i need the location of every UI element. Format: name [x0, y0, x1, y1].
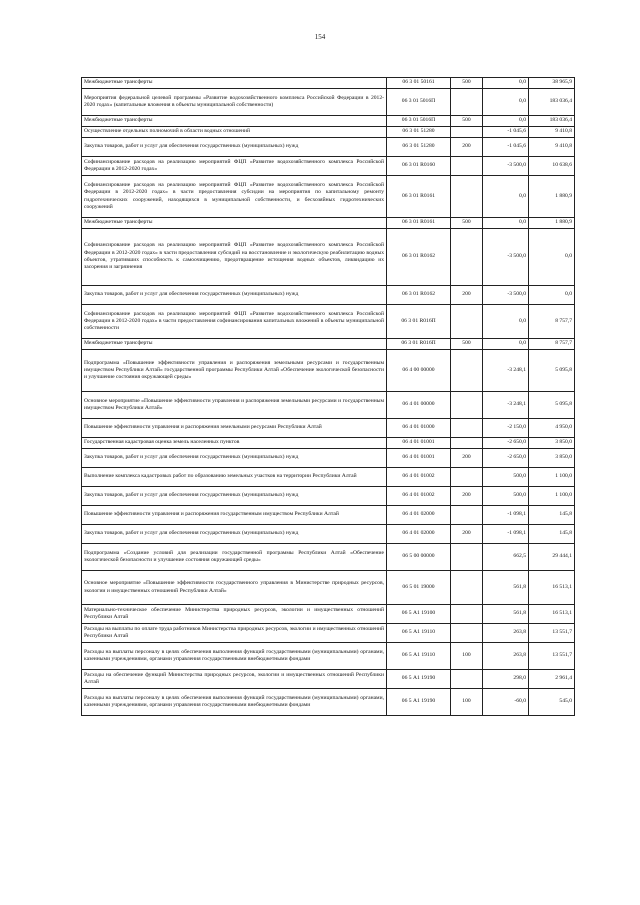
row-total-amount-cell: 16 513,1 [529, 571, 575, 605]
row-name-cell: Государственная кадастровая оценка земель населенных пунктов [82, 438, 387, 449]
row-code-cell: 06 5 А1 19100 [387, 605, 451, 624]
row-name-cell: Повышение эффективности управления и распоряжения земельными ресурсами Республики Алтай [82, 419, 387, 438]
budget-table [81, 77, 575, 716]
table-row [82, 286, 575, 305]
row-expense-type-cell [451, 419, 483, 438]
row-expense-type-cell: 200 [451, 286, 483, 305]
table-row [82, 116, 575, 127]
table-row [82, 468, 575, 487]
table-row [82, 218, 575, 229]
row-change-amount-cell: -2 650,0 [483, 438, 529, 449]
row-total-amount-cell: 145,8 [529, 525, 575, 544]
table-row [82, 449, 575, 468]
row-expense-type-cell [451, 305, 483, 339]
row-code-cell: 06 5 А1 19110 [387, 643, 451, 670]
row-code-cell: 06 4 01 00000 [387, 392, 451, 419]
row-change-amount-cell: 0,0 [483, 339, 529, 350]
row-name-cell: Повышение эффективности управления и распоряжения государственным имуществом Республики Алтай [82, 506, 387, 525]
table-row [82, 624, 575, 643]
row-change-amount-cell: -1 045,6 [483, 127, 529, 138]
row-name-cell: Мероприятия федеральной целевой программы «Развитие водохозяйственного комплекса Российской Федерации в 2012-2020 годах» (капитальные вложения в объекты муниципальной собственности) [82, 89, 387, 116]
row-name-cell: Расходы на обеспечение функций Министерства природных ресурсов, экологии и имущественных отношений Республики Алтай [82, 670, 387, 689]
row-total-amount-cell: 145,8 [529, 506, 575, 525]
row-code-cell: 06 3 01 51280 [387, 138, 451, 157]
row-change-amount-cell: -1 098,1 [483, 506, 529, 525]
row-change-amount-cell: 0,0 [483, 116, 529, 127]
row-expense-type-cell: 500 [451, 339, 483, 350]
table-row [82, 138, 575, 157]
row-total-amount-cell: 16 513,1 [529, 605, 575, 624]
row-name-cell: Расходы на выплаты персоналу в целях обеспечения выполнения функций государственными (муниципальными) органами, казенными учреждениями, органами управления государственными внебюджетными фондами [82, 689, 387, 716]
row-change-amount-cell: -60,0 [483, 689, 529, 716]
row-code-cell: 06 4 01 02000 [387, 506, 451, 525]
row-change-amount-cell: -1 045,6 [483, 138, 529, 157]
row-expense-type-cell [451, 229, 483, 286]
page-number: 154 [314, 33, 326, 41]
row-total-amount-cell: 8 757,7 [529, 339, 575, 350]
row-change-amount-cell: 662,5 [483, 544, 529, 571]
row-code-cell: 06 3 01 R016П [387, 305, 451, 339]
row-name-cell: Закупка товаров, работ и услуг для обеспечения государственных (муниципальных) нужд [82, 449, 387, 468]
row-change-amount-cell: 298,0 [483, 670, 529, 689]
row-total-amount-cell: 10 638,6 [529, 157, 575, 176]
row-expense-type-cell: 500 [451, 78, 483, 89]
row-total-amount-cell: 13 551,7 [529, 624, 575, 643]
table-row [82, 438, 575, 449]
row-code-cell: 06 3 01 R0161 [387, 218, 451, 229]
row-total-amount-cell: 0,0 [529, 229, 575, 286]
row-change-amount-cell: 0,0 [483, 78, 529, 89]
table-row [82, 176, 575, 218]
row-total-amount-cell: 1 880,9 [529, 176, 575, 218]
row-change-amount-cell: 561,8 [483, 605, 529, 624]
table-row [82, 78, 575, 89]
row-total-amount-cell: 183 036,4 [529, 89, 575, 116]
row-total-amount-cell: 29 444,1 [529, 544, 575, 571]
row-expense-type-cell [451, 350, 483, 392]
row-total-amount-cell: 4 950,0 [529, 419, 575, 438]
row-expense-type-cell: 200 [451, 138, 483, 157]
row-name-cell: Межбюджетные трансферты [82, 339, 387, 350]
row-name-cell: Межбюджетные трансферты [82, 78, 387, 89]
row-code-cell: 06 3 01 R016П [387, 339, 451, 350]
table-row [82, 339, 575, 350]
row-code-cell: 06 4 01 01000 [387, 419, 451, 438]
row-total-amount-cell: 183 036,4 [529, 116, 575, 127]
row-name-cell: Выполнение комплекса кадастровых работ по образованию земельных участков на территории Республики Алтай [82, 468, 387, 487]
row-total-amount-cell: 1 880,9 [529, 218, 575, 229]
table-row [82, 305, 575, 339]
row-name-cell: Закупка товаров, работ и услуг для обеспечения государственных (муниципальных) нужд [82, 138, 387, 157]
row-name-cell: Закупка товаров, работ и услуг для обеспечения государственных (муниципальных) нужд [82, 487, 387, 506]
row-code-cell: 06 3 01 R0162 [387, 229, 451, 286]
table-row [82, 544, 575, 571]
row-name-cell: Софинансирование расходов на реализацию мероприятий ФЦП «Развитие водохозяйственного комплекса Российской Федерации в 2012-2020 годах» в части предоставления субсидий на восстановление и экологическую реабилитацию водных объектов, утративших способность к самоочищению, предотвращение истощения водных объектов, ликвидацию их засорения и загрязнения [82, 229, 387, 286]
row-total-amount-cell: 5 095,8 [529, 350, 575, 392]
row-code-cell: 06 3 01 5016П [387, 116, 451, 127]
table-row [82, 419, 575, 438]
table-row [82, 643, 575, 670]
row-change-amount-cell: 263,8 [483, 643, 529, 670]
row-expense-type-cell [451, 176, 483, 218]
row-expense-type-cell: 500 [451, 116, 483, 127]
row-change-amount-cell: 0,0 [483, 218, 529, 229]
row-code-cell: 06 5 А1 19190 [387, 670, 451, 689]
row-change-amount-cell: 0,0 [483, 176, 529, 218]
row-code-cell: 06 3 01 R0161 [387, 176, 451, 218]
row-name-cell: Закупка товаров, работ и услуг для обеспечения государственных (муниципальных) нужд [82, 286, 387, 305]
row-total-amount-cell: 8 757,7 [529, 305, 575, 339]
row-name-cell: Осуществление отдельных полномочий в области водных отношений [82, 127, 387, 138]
row-expense-type-cell [451, 157, 483, 176]
row-code-cell: 06 4 01 01002 [387, 487, 451, 506]
table-row [82, 487, 575, 506]
row-name-cell: Подпрограмма «Создание условий для реализации государственной программы Республики Алтай «Обеспечение экологической безопасности и улучшение состояния окружающей среды» [82, 544, 387, 571]
row-expense-type-cell [451, 605, 483, 624]
table-row [82, 127, 575, 138]
row-code-cell: 06 5 00 00000 [387, 544, 451, 571]
table-row [82, 571, 575, 605]
row-total-amount-cell: 1 100,0 [529, 468, 575, 487]
row-change-amount-cell: 500,0 [483, 468, 529, 487]
row-expense-type-cell: 200 [451, 487, 483, 506]
row-total-amount-cell: 3 850,0 [529, 449, 575, 468]
row-code-cell: 06 3 01 5016П [387, 89, 451, 116]
row-expense-type-cell: 100 [451, 643, 483, 670]
row-total-amount-cell: 9 410,8 [529, 138, 575, 157]
row-code-cell: 06 3 01 R0162 [387, 286, 451, 305]
row-code-cell: 06 3 01 51280 [387, 127, 451, 138]
row-name-cell: Межбюджетные трансферты [82, 218, 387, 229]
row-code-cell: 06 4 01 02000 [387, 525, 451, 544]
row-name-cell: Расходы на выплаты по оплате труда работников Министерства природных ресурсов, экологии и имущественных отношений Республики Алтай [82, 624, 387, 643]
row-change-amount-cell: -3 500,0 [483, 229, 529, 286]
row-name-cell: Основное мероприятие «Повышение эффективности государственного управления в Министерстве природных ресурсов, экологии и имущественных отношений Республики Алтай» [82, 571, 387, 605]
row-change-amount-cell: 263,8 [483, 624, 529, 643]
row-change-amount-cell: 0,0 [483, 89, 529, 116]
table-row [82, 392, 575, 419]
row-expense-type-cell [451, 506, 483, 525]
row-total-amount-cell: 3 850,0 [529, 438, 575, 449]
row-expense-type-cell [451, 468, 483, 487]
row-code-cell: 06 3 01 50161 [387, 78, 451, 89]
row-name-cell: Софинансирование расходов на реализацию мероприятий ФЦП «Развитие водохозяйственного комплекса Российской Федерации в 2012-2020 годах» [82, 157, 387, 176]
table-row [82, 157, 575, 176]
row-code-cell: 06 5 А1 19110 [387, 624, 451, 643]
row-change-amount-cell: -2 150,0 [483, 419, 529, 438]
row-change-amount-cell: 0,0 [483, 305, 529, 339]
row-expense-type-cell: 200 [451, 525, 483, 544]
row-code-cell: 06 4 00 00000 [387, 350, 451, 392]
row-total-amount-cell: 2 961,4 [529, 670, 575, 689]
table-row [82, 525, 575, 544]
row-name-cell: Подпрограмма «Повышение эффективности управления и распоряжения земельными ресурсами и государственным имуществом Республики Алтай» государственной программы Республики Алтай «Обеспечение экологической безопасности и улучшение состояния окружающей среды» [82, 350, 387, 392]
row-expense-type-cell: 100 [451, 689, 483, 716]
row-expense-type-cell: 500 [451, 218, 483, 229]
row-expense-type-cell [451, 89, 483, 116]
row-total-amount-cell: 1 100,0 [529, 487, 575, 506]
row-code-cell: 06 4 01 01001 [387, 449, 451, 468]
row-expense-type-cell [451, 624, 483, 643]
row-total-amount-cell: 545,0 [529, 689, 575, 716]
row-expense-type-cell: 200 [451, 449, 483, 468]
row-total-amount-cell: 9 410,8 [529, 127, 575, 138]
table-row [82, 350, 575, 392]
row-code-cell: 06 3 01 R0160 [387, 157, 451, 176]
budget-table-body [82, 78, 575, 716]
row-total-amount-cell: 5 095,8 [529, 392, 575, 419]
row-name-cell: Софинансирование расходов на реализацию мероприятий ФЦП «Развитие водохозяйственного комплекса Российской Федерации в 2012-2020 годах» в части предоставления субсидии на мероприятия по капитальному ремонту гидротехнических сооружений, находящихся в муниципальной собственности, и бесхозяйных гидротехнических сооружений [82, 176, 387, 218]
row-name-cell: Закупка товаров, работ и услуг для обеспечения государственных (муниципальных) нужд [82, 525, 387, 544]
row-expense-type-cell [451, 670, 483, 689]
row-name-cell: Межбюджетные трансферты [82, 116, 387, 127]
table-row [82, 506, 575, 525]
row-change-amount-cell: -3 248,1 [483, 350, 529, 392]
table-row [82, 689, 575, 716]
row-name-cell: Софинансирование расходов на реализацию мероприятий ФЦП «Развитие водохозяйственного комплекса Российской Федерации в 2012-2020 годах» в части предоставления софинансирования капитальных вложений в объекты муниципальной собственности [82, 305, 387, 339]
row-expense-type-cell [451, 544, 483, 571]
row-code-cell: 06 5 А1 19190 [387, 689, 451, 716]
table-row [82, 89, 575, 116]
row-code-cell: 06 4 01 01002 [387, 468, 451, 487]
table-row [82, 670, 575, 689]
row-expense-type-cell [451, 438, 483, 449]
row-code-cell: 06 5 01 19000 [387, 571, 451, 605]
row-code-cell: 06 4 01 01001 [387, 438, 451, 449]
row-expense-type-cell [451, 571, 483, 605]
row-name-cell: Основное мероприятие «Повышение эффективности управления и распоряжения земельными ресурсами и государственным имуществом Республики Алтай» [82, 392, 387, 419]
row-name-cell: Расходы на выплаты персоналу в целях обеспечения выполнения функций государственными (муниципальными) органами, казенными учреждениями, органами управления государственными внебюджетными фондами [82, 643, 387, 670]
row-change-amount-cell: -2 650,0 [483, 449, 529, 468]
row-change-amount-cell: -3 500,0 [483, 157, 529, 176]
row-change-amount-cell: 500,0 [483, 487, 529, 506]
row-name-cell: Материально-техническое обеспечение Министерства природных ресурсов, экологии и имущественных отношений Республики Алтай [82, 605, 387, 624]
table-row [82, 229, 575, 286]
row-expense-type-cell [451, 127, 483, 138]
row-expense-type-cell [451, 392, 483, 419]
row-change-amount-cell: 561,8 [483, 571, 529, 605]
table-row [82, 605, 575, 624]
row-change-amount-cell: -3 500,0 [483, 286, 529, 305]
row-change-amount-cell: -3 248,1 [483, 392, 529, 419]
row-change-amount-cell: -1 098,1 [483, 525, 529, 544]
row-total-amount-cell: 38 965,9 [529, 78, 575, 89]
row-total-amount-cell: 13 551,7 [529, 643, 575, 670]
row-total-amount-cell: 0,0 [529, 286, 575, 305]
